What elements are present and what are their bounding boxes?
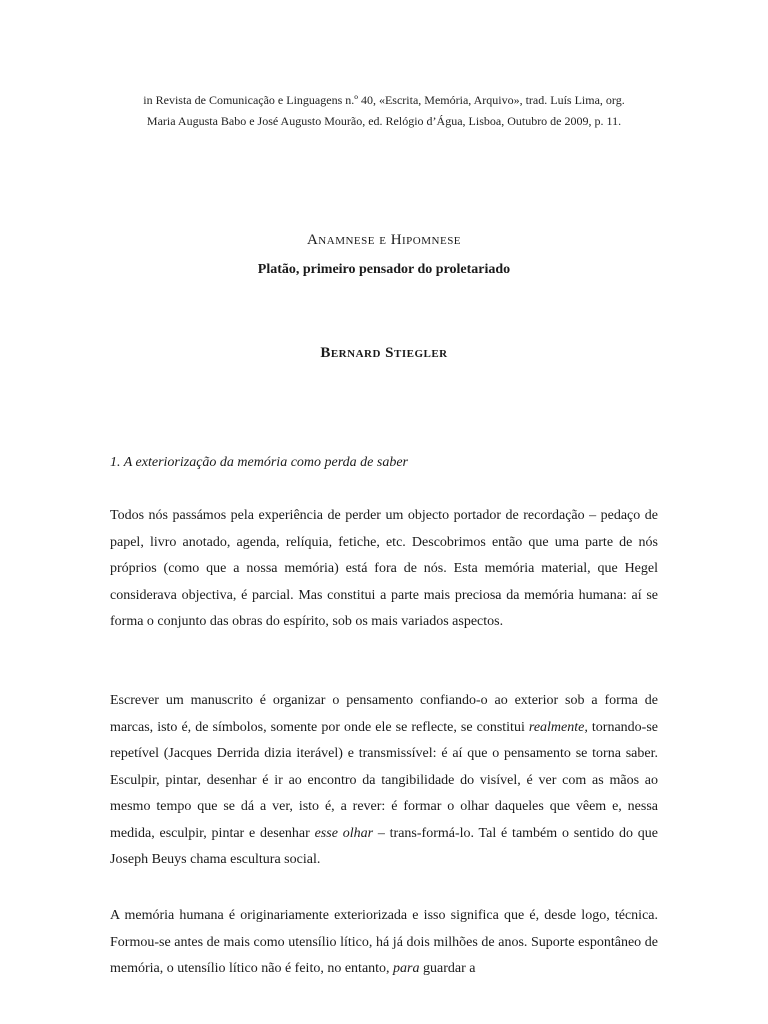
section-heading: 1. A exteriorização da memória como perda de saber	[110, 455, 408, 470]
article-title: Anamnese e Hipomnese	[306, 232, 462, 248]
paragraph-3-emphasis-1: para	[393, 961, 420, 976]
paragraph-2-emphasis-2: esse olhar	[314, 825, 374, 841]
paragraph-3-text-a: A memória humana é originariamente exteriorizada e isso significa que é, desde logo, técnica. Formou-se antes de mais como utensílio lítico, há já dois milhões de anos. Suporte espontâneo de memória, o utensílio lítico não é feito, no entanto,	[110, 908, 658, 976]
article-author: Bernard Stiegler	[320, 345, 448, 361]
citation-line-1: in Revista de Comunicação e Linguagens n.º 40, «Escrita, Memória, Arquivo», trad. Luís Lima, org.	[143, 93, 625, 107]
citation-header	[0, 90, 768, 132]
paragraph-2-text-a: Escrever um manuscrito é organizar o pensamento confiando-o ao exterior sob a forma de marcas, isto é, de símbolos, somente por onde ele se reflecte, se constitui	[110, 693, 658, 735]
paragraph-2	[110, 688, 658, 874]
paragraph-1: Todos nós passámos pela experiência de perder um objecto portador de recordação – pedaço de papel, livro anotado, agenda, relíquia, fetiche, etc. Descobrimos então que uma parte de nós próprios (como que a nossa memória) está fora de nós. Esta memória material, que Hegel considerava objectiva, é parcial. Mas constitui a parte mais preciosa da memória humana: aí se forma o conjunto das obras do espírito, sob os mais variados aspectos.	[110, 508, 658, 629]
paragraph-2-text-c: – trans-formá-lo. Tal é também o sentido do que Joseph Beuys chama escultura social.	[110, 825, 658, 867]
citation-line-2: Maria Augusta Babo e José Augusto Mourão, ed. Relógio d’Água, Lisboa, Outubro de 2009, p. 11.	[146, 114, 622, 128]
paragraph-3	[110, 903, 658, 983]
article-subtitle: Platão, primeiro pensador do proletariado	[257, 262, 511, 277]
paragraph-2-emphasis-1: realmente,	[528, 719, 588, 735]
paragraph-3-text-b: guardar a	[419, 961, 476, 976]
paragraph-2-text-b: tornando-se repetível (Jacques Derrida dizia iterável) e transmissível: é aí que o pensamento se torna saber. Esculpir, pintar, desenhar é ir ao encontro da tangibilidade do visível, é ver com as mãos ao mesmo tempo que se dá a ver, isto é, a rever: é formar o olhar daqueles que vêem e, nessa medida, esculpir, pintar e desenhar	[110, 719, 659, 841]
